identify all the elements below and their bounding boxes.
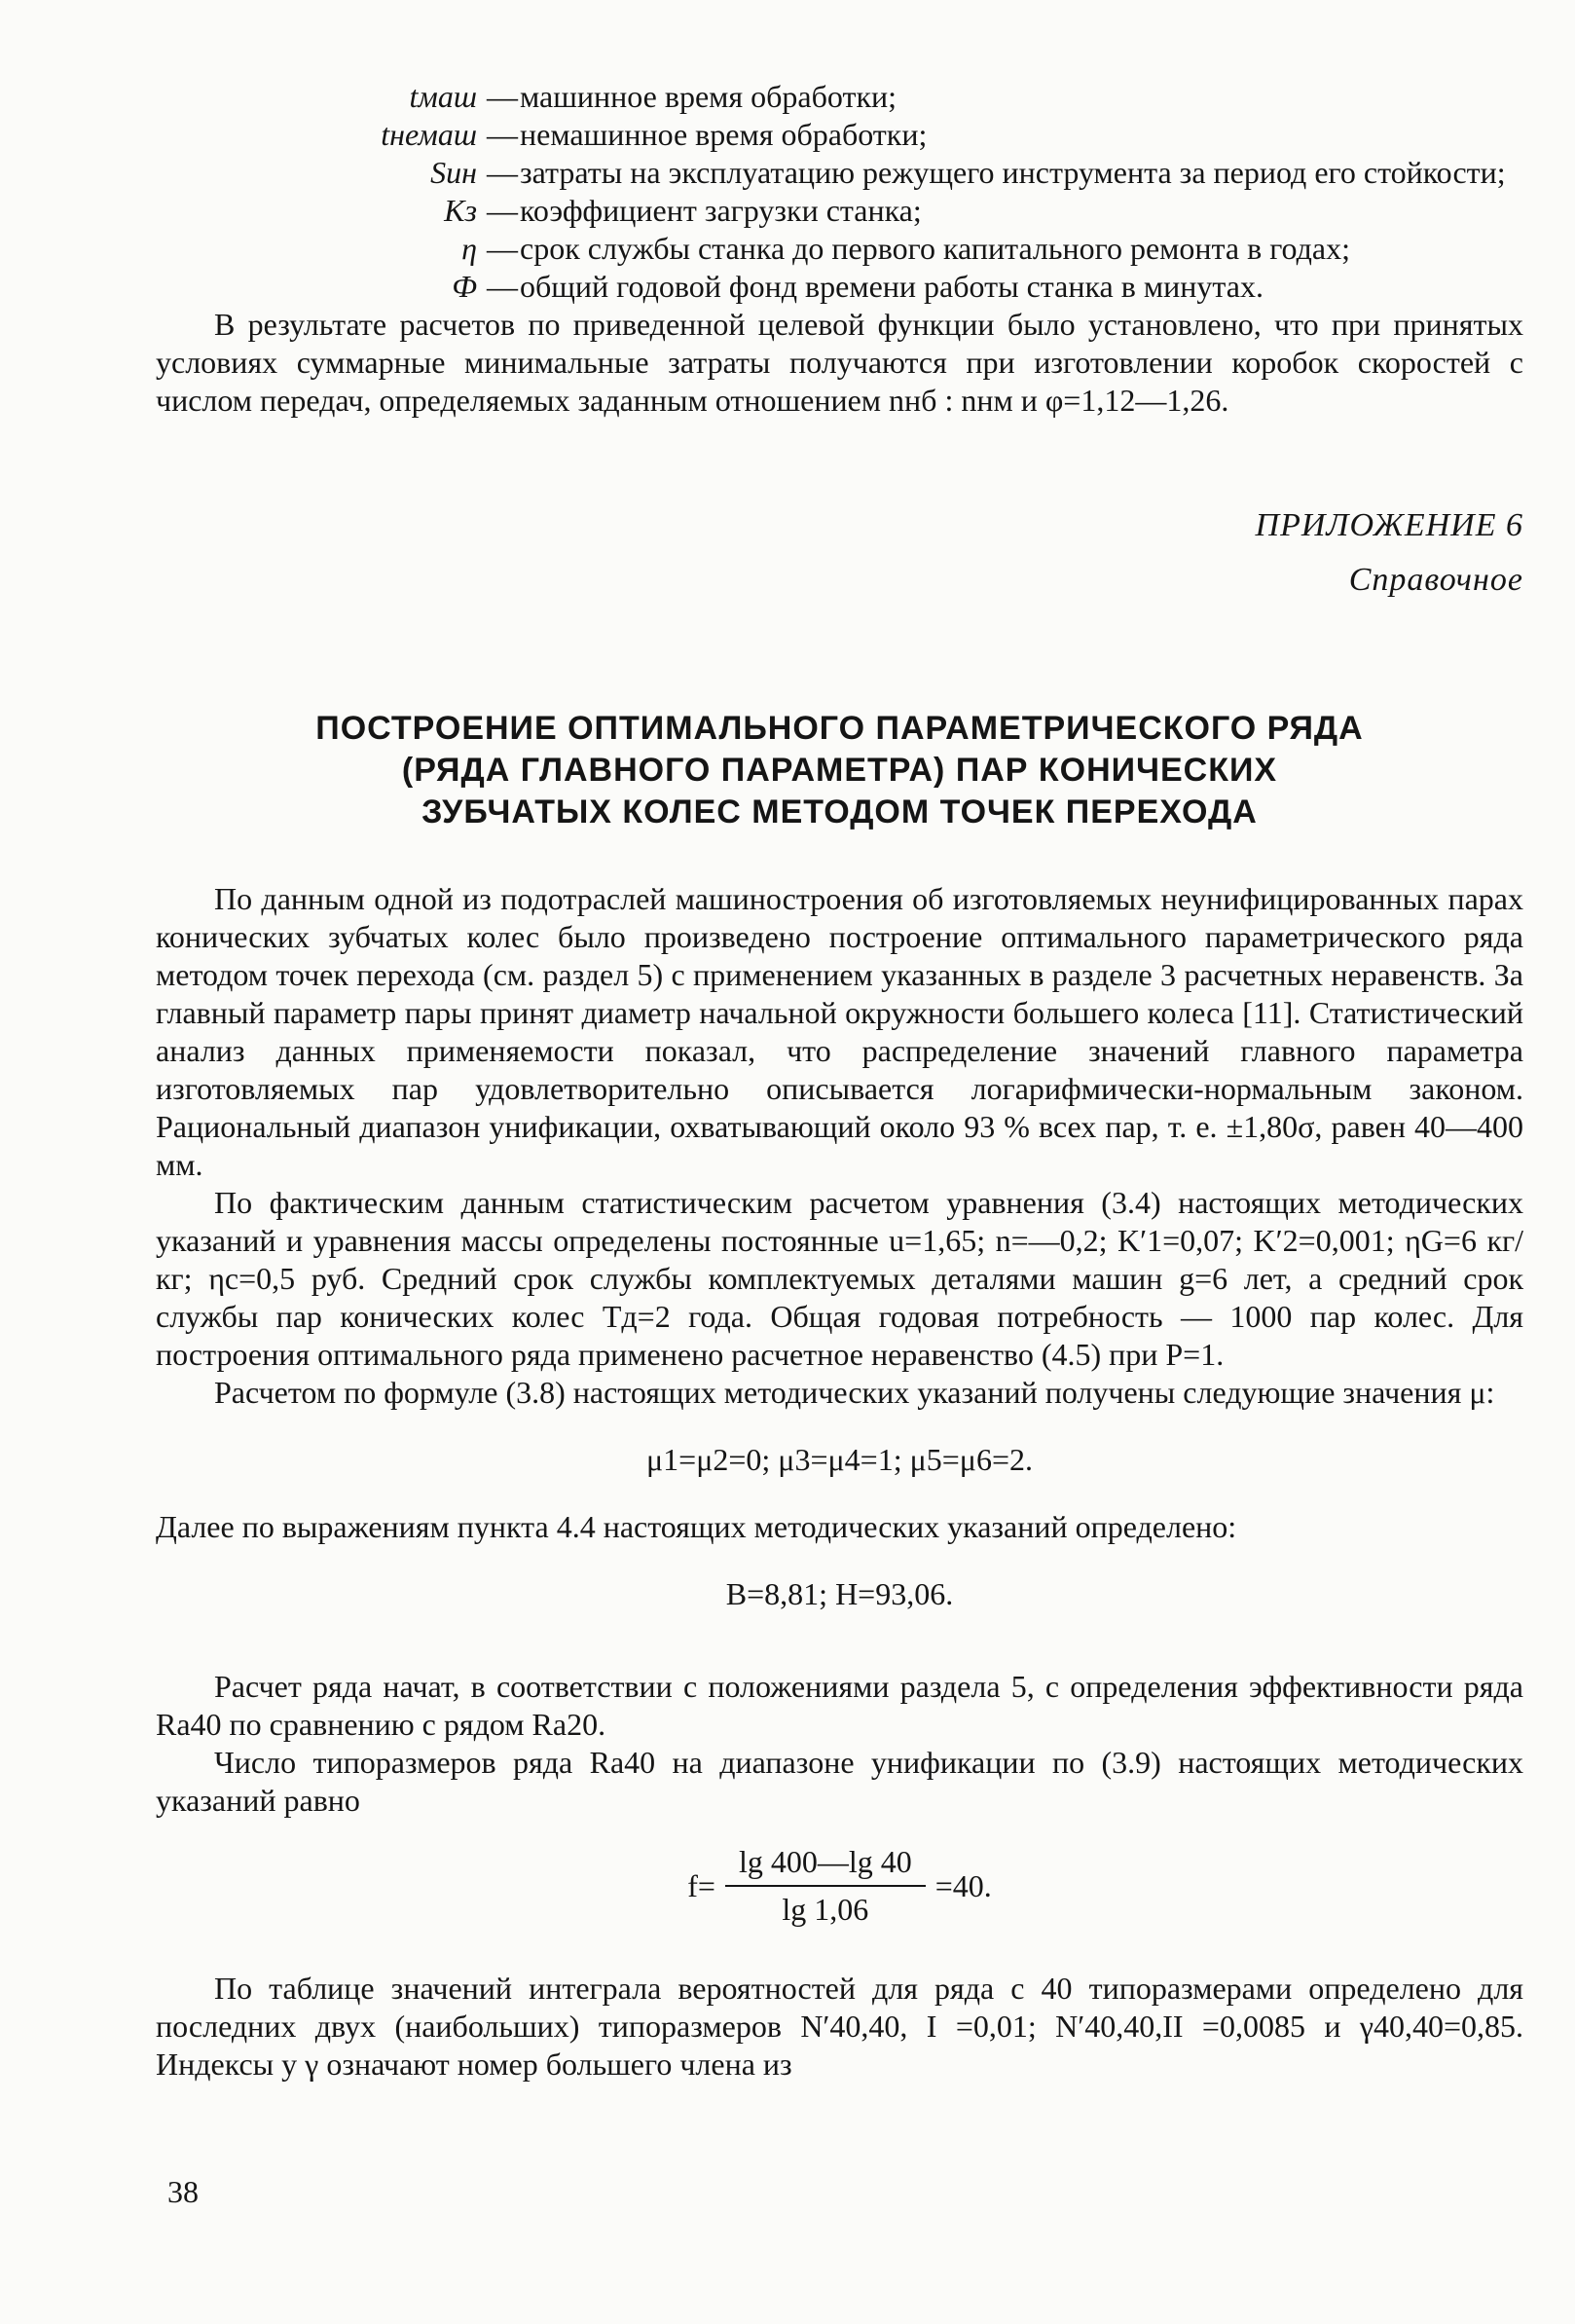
definition-row [234,268,1523,306]
annex-heading [156,507,1523,599]
section-title-line: (РЯДА ГЛАВНОГО ПАРАМЕТРА) ПАР КОНИЧЕСКИХ [401,752,1278,789]
definition-symbol: η [461,231,477,266]
symbol-definitions [234,78,1523,306]
definition-symbol: tмаш [409,79,477,114]
annex-status: Справочное [1348,562,1523,598]
formula-numerator: lg 400—lg 40 [725,1843,926,1887]
definition-text: общий годовой фонд времени работы станка в минутах. [520,269,1264,304]
definition-dash: — [487,79,518,114]
definition-dash: — [487,117,518,152]
definition-row [234,116,1523,154]
b-h-values-formula: B=8,81; H=93,06. [725,1576,954,1611]
paragraph: По фактическим данным статистическим расчетом уравнения (3.4) настоящих методических указаний и уравнения массы определены постоянные u=1,65; n=—0,2; K′1=0,07; K′2=0,001; ηG=6 кг/кг; ηc=0,5 руб. Средний срок службы комплектуемых деталями машин g=6 лет, а средний срок службы пар конических колес Tд=2 года. Общая годовая потребность — 1000 пар колес. Для построения оптимального ряда применено расчетное неравенство (4.5) при P=1. [156,1185,1523,1372]
definition-dash: — [487,193,518,228]
definition-symbol: Sин [430,155,477,190]
definition-dash: — [487,155,518,190]
definition-row [234,154,1523,192]
definition-text: срок службы станка до первого капитального ремонта в годах; [520,231,1350,266]
page-number: 38 [167,2174,199,2209]
definition-text: затраты на эксплуатацию режущего инструмента за период его стойкости; [520,155,1506,190]
formula-rhs: =40. [934,1867,992,1903]
document-page [156,78,1523,2278]
definition-text: машинное время обработки; [520,79,897,114]
formula-fraction [725,1843,926,1929]
mu-values-formula: μ1=μ2=0; μ3=μ4=1; μ5=μ6=2. [646,1442,1033,1477]
paragraph: Далее по выражениям пункта 4.4 настоящих методических указаний определено: [156,1509,1237,1544]
section-title [156,708,1523,833]
definition-row [234,192,1523,230]
size-count-formula [156,1843,1523,1929]
definition-row [234,78,1523,116]
definition-symbol: Kз [444,193,477,228]
definition-text: немашинное время обработки; [520,117,928,152]
definition-text: коэффициент загрузки станка; [520,193,922,228]
definition-symbol: tнемаш [381,117,477,152]
definition-dash: — [487,231,518,266]
paragraph: Расчетом по формуле (3.8) настоящих методических указаний получены следующие значения μ: [214,1375,1495,1410]
paragraph: По данным одной из подотраслей машиностроения об изготовляемых неунифицированных парах конических зубчатых колес было произведено построение оптимального параметрического ряда методом точек перехода (см. раздел 5) с применением указанных в разделе 3 расчетных неравенств. За главный параметр пары принят диаметр начальной окружности большего колеса [11]. Статистический анализ данных применяемости показал, что распределение значений главного параметра изготовляемых пар удовлетворительно описывается логарифмически-нормальным законом. Рациональный диапазон унификации, охватывающий около 93 % всех пар, т. е. ±1,80σ, равен 40—400 мм. [156,881,1523,1182]
paragraph: По таблице значений интеграла вероятностей для ряда с 40 типоразмерами определено для последних двух (наибольших) типоразмеров N′40,40, I =0,01; N′40,40,II =0,0085 и γ40,40=0,85. Индексы у γ означают номер большего члена из [156,1971,1523,2082]
paragraph: Число типоразмеров ряда Ra40 на диапазоне унификации по (3.9) настоящих методических указаний равно [156,1745,1523,1818]
definition-row [234,230,1523,268]
intro-paragraph: В результате расчетов по приведенной целевой функции было установлено, что при принятых условиях суммарные минимальные затраты получаются при изготовлении коробок скоростей с числом передач, определяемых заданным отношением nнб : nнм и φ=1,12—1,26. [156,307,1523,418]
paragraph: Расчет ряда начат, в соответствии с положениями раздела 5, с определения эффективности ряда Ra40 по сравнению с рядом Ra20. [156,1669,1523,1742]
definition-symbol: Ф [452,269,477,304]
section-body [156,880,1523,2084]
formula-denominator: lg 1,06 [782,1892,869,1927]
formula-lhs: f= [687,1867,715,1903]
annex-label: ПРИЛОЖЕНИЕ 6 [1255,507,1523,543]
section-title-line: ЗУБЧАТЫХ КОЛЕС МЕТОДОМ ТОЧЕК ПЕРЕХОДА [421,793,1258,830]
definition-dash: — [487,269,518,304]
section-title-line: ПОСТРОЕНИЕ ОПТИМАЛЬНОГО ПАРАМЕТРИЧЕСКОГО РЯДА [315,710,1364,747]
